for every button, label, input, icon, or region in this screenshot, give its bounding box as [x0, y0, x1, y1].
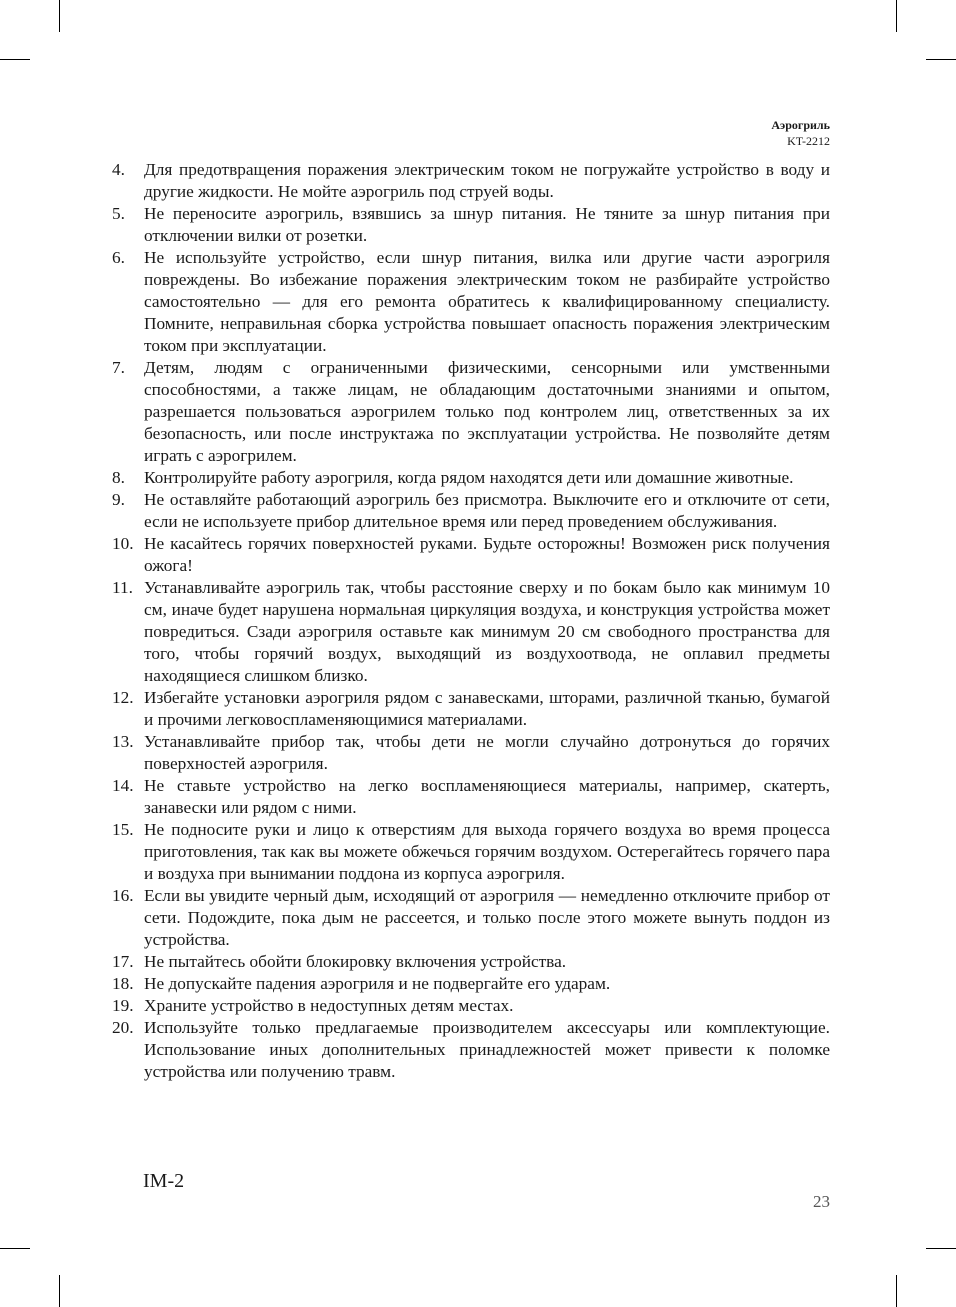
list-item: [112, 357, 830, 467]
item-number: 18.: [112, 974, 134, 993]
item-number: 8.: [112, 468, 125, 487]
item-number: 12.: [112, 688, 134, 707]
product-name: Аэрогриль: [771, 118, 830, 132]
item-text: Детям, людям с ограниченными физическими, сенсорными или умственными способностями, а также лицам, не обладающим достаточными знаниями и опытом, разрешается пользоваться аэрогрилем только под контролем лиц, ответственных за их безопасность, или после инструктажа по эксплуатации устройства. Не позволяйте детям играть с аэрогрилем.: [144, 358, 830, 465]
crop-mark: [896, 1275, 897, 1307]
crop-mark: [0, 59, 30, 60]
list-item: [112, 577, 830, 687]
safety-instructions-list: [112, 159, 830, 1083]
crop-mark: [0, 1248, 30, 1249]
list-item: [112, 687, 830, 731]
crop-mark: [926, 59, 956, 60]
item-number: 4.: [112, 160, 125, 179]
crop-mark: [926, 1248, 956, 1249]
list-item: [112, 159, 830, 203]
item-text: Если вы увидите черный дым, исходящий от аэрогриля — немедленно отключите прибор от сети. Подождите, пока дым не рассеется, и только после этого можете вынуть поддон из устройства.: [144, 886, 830, 949]
list-item: [112, 467, 830, 489]
item-text: Не допускайте падения аэрогриля и не подвергайте его ударам.: [144, 974, 611, 993]
item-text: Устанавливайте прибор так, чтобы дети не могли случайно дотронуться до горячих поверхностей аэрогриля.: [144, 732, 830, 773]
item-number: 19.: [112, 996, 134, 1015]
list-item: [112, 247, 830, 357]
item-number: 7.: [112, 358, 125, 377]
item-number: 13.: [112, 732, 134, 751]
item-number: 14.: [112, 776, 134, 795]
list-item: [112, 731, 830, 775]
list-item: [112, 533, 830, 577]
model-number: KT-2212: [787, 134, 830, 148]
item-text: Используйте только предлагаемые производителем аксессуары или комплектующие. Использование иных дополнительных принадлежностей может привести к поломке устройства или получению травм.: [144, 1018, 830, 1081]
item-text: Контролируйте работу аэрогриля, когда рядом находятся дети или домашние животные.: [144, 468, 794, 487]
document-code: IM-2: [143, 1170, 185, 1192]
item-text: Храните устройство в недоступных детям местах.: [144, 996, 514, 1015]
page-number: 23: [813, 1192, 830, 1211]
item-text: Не подносите руки и лицо к отверстиям для выхода горячего воздуха во время процесса приготовления, так как вы можете обжечься горячим воздухом. Остерегайтесь горячего пара и воздуха при вынимании поддона из корпуса аэрогриля.: [144, 820, 830, 883]
item-number: 11.: [112, 578, 133, 597]
item-number: 15.: [112, 820, 134, 839]
item-number: 20.: [112, 1018, 134, 1037]
item-number: 9.: [112, 490, 125, 509]
item-text: Устанавливайте аэрогриль так, чтобы расстояние сверху и по бокам было как минимум 10 см, иначе будет нарушена нормальная циркуляция воздуха, и конструкция устройства может повредиться. Сзади аэрогриля оставьте как минимум 20 см свободного пространства для того, чтобы горячий воздух, выходящий из воздухоотвода, не оплавил предметы находящиеся слишком близко.: [144, 578, 830, 685]
crop-mark: [59, 1275, 60, 1307]
item-text: Не ставьте устройство на легко воспламеняющиеся материалы, например, скатерть, занавески или рядом с ними.: [144, 776, 830, 817]
page-header: [771, 117, 830, 149]
item-text: Для предотвращения поражения электрическим током не погружайте устройство в воду и другие жидкости. Не мойте аэрогриль под струей воды.: [144, 160, 830, 201]
crop-mark: [896, 0, 897, 32]
list-item: [112, 775, 830, 819]
list-item: [112, 1017, 830, 1083]
list-item: [112, 203, 830, 247]
list-item: [112, 489, 830, 533]
item-number: 17.: [112, 952, 134, 971]
list-item: [112, 995, 830, 1017]
list-item: [112, 951, 830, 973]
item-number: 5.: [112, 204, 125, 223]
item-text: Не пытайтесь обойти блокировку включения устройства.: [144, 952, 567, 971]
list-item: [112, 973, 830, 995]
item-text: Не касайтесь горячих поверхностей руками. Будьте осторожны! Возможен риск получения ожога!: [144, 534, 830, 575]
item-text: Избегайте установки аэрогриля рядом с занавесками, шторами, различной тканью, бумагой и прочими легковоспламеняющимися материалами.: [144, 688, 830, 729]
list-item: [112, 819, 830, 885]
item-number: 6.: [112, 248, 125, 267]
crop-mark: [59, 0, 60, 32]
item-text: Не используйте устройство, если шнур питания, вилка или другие части аэрогриля повреждены. Во избежание поражения электрическим током не разбирайте устройство самостоятельно — для его ремонта обратитесь к квалифицированному специалисту. Помните, неправильная сборка устройства повышает опасность поражения электрическим током при эксплуатации.: [144, 248, 830, 355]
item-number: 16.: [112, 886, 134, 905]
item-text: Не переносите аэрогриль, взявшись за шнур питания. Не тяните за шнур питания при отключении вилки от розетки.: [144, 204, 830, 245]
item-number: 10.: [112, 534, 134, 553]
list-item: [112, 885, 830, 951]
item-text: Не оставляйте работающий аэрогриль без присмотра. Выключите его и отключите от сети, если не используете прибор длительное время или перед проведением обслуживания.: [144, 490, 830, 531]
